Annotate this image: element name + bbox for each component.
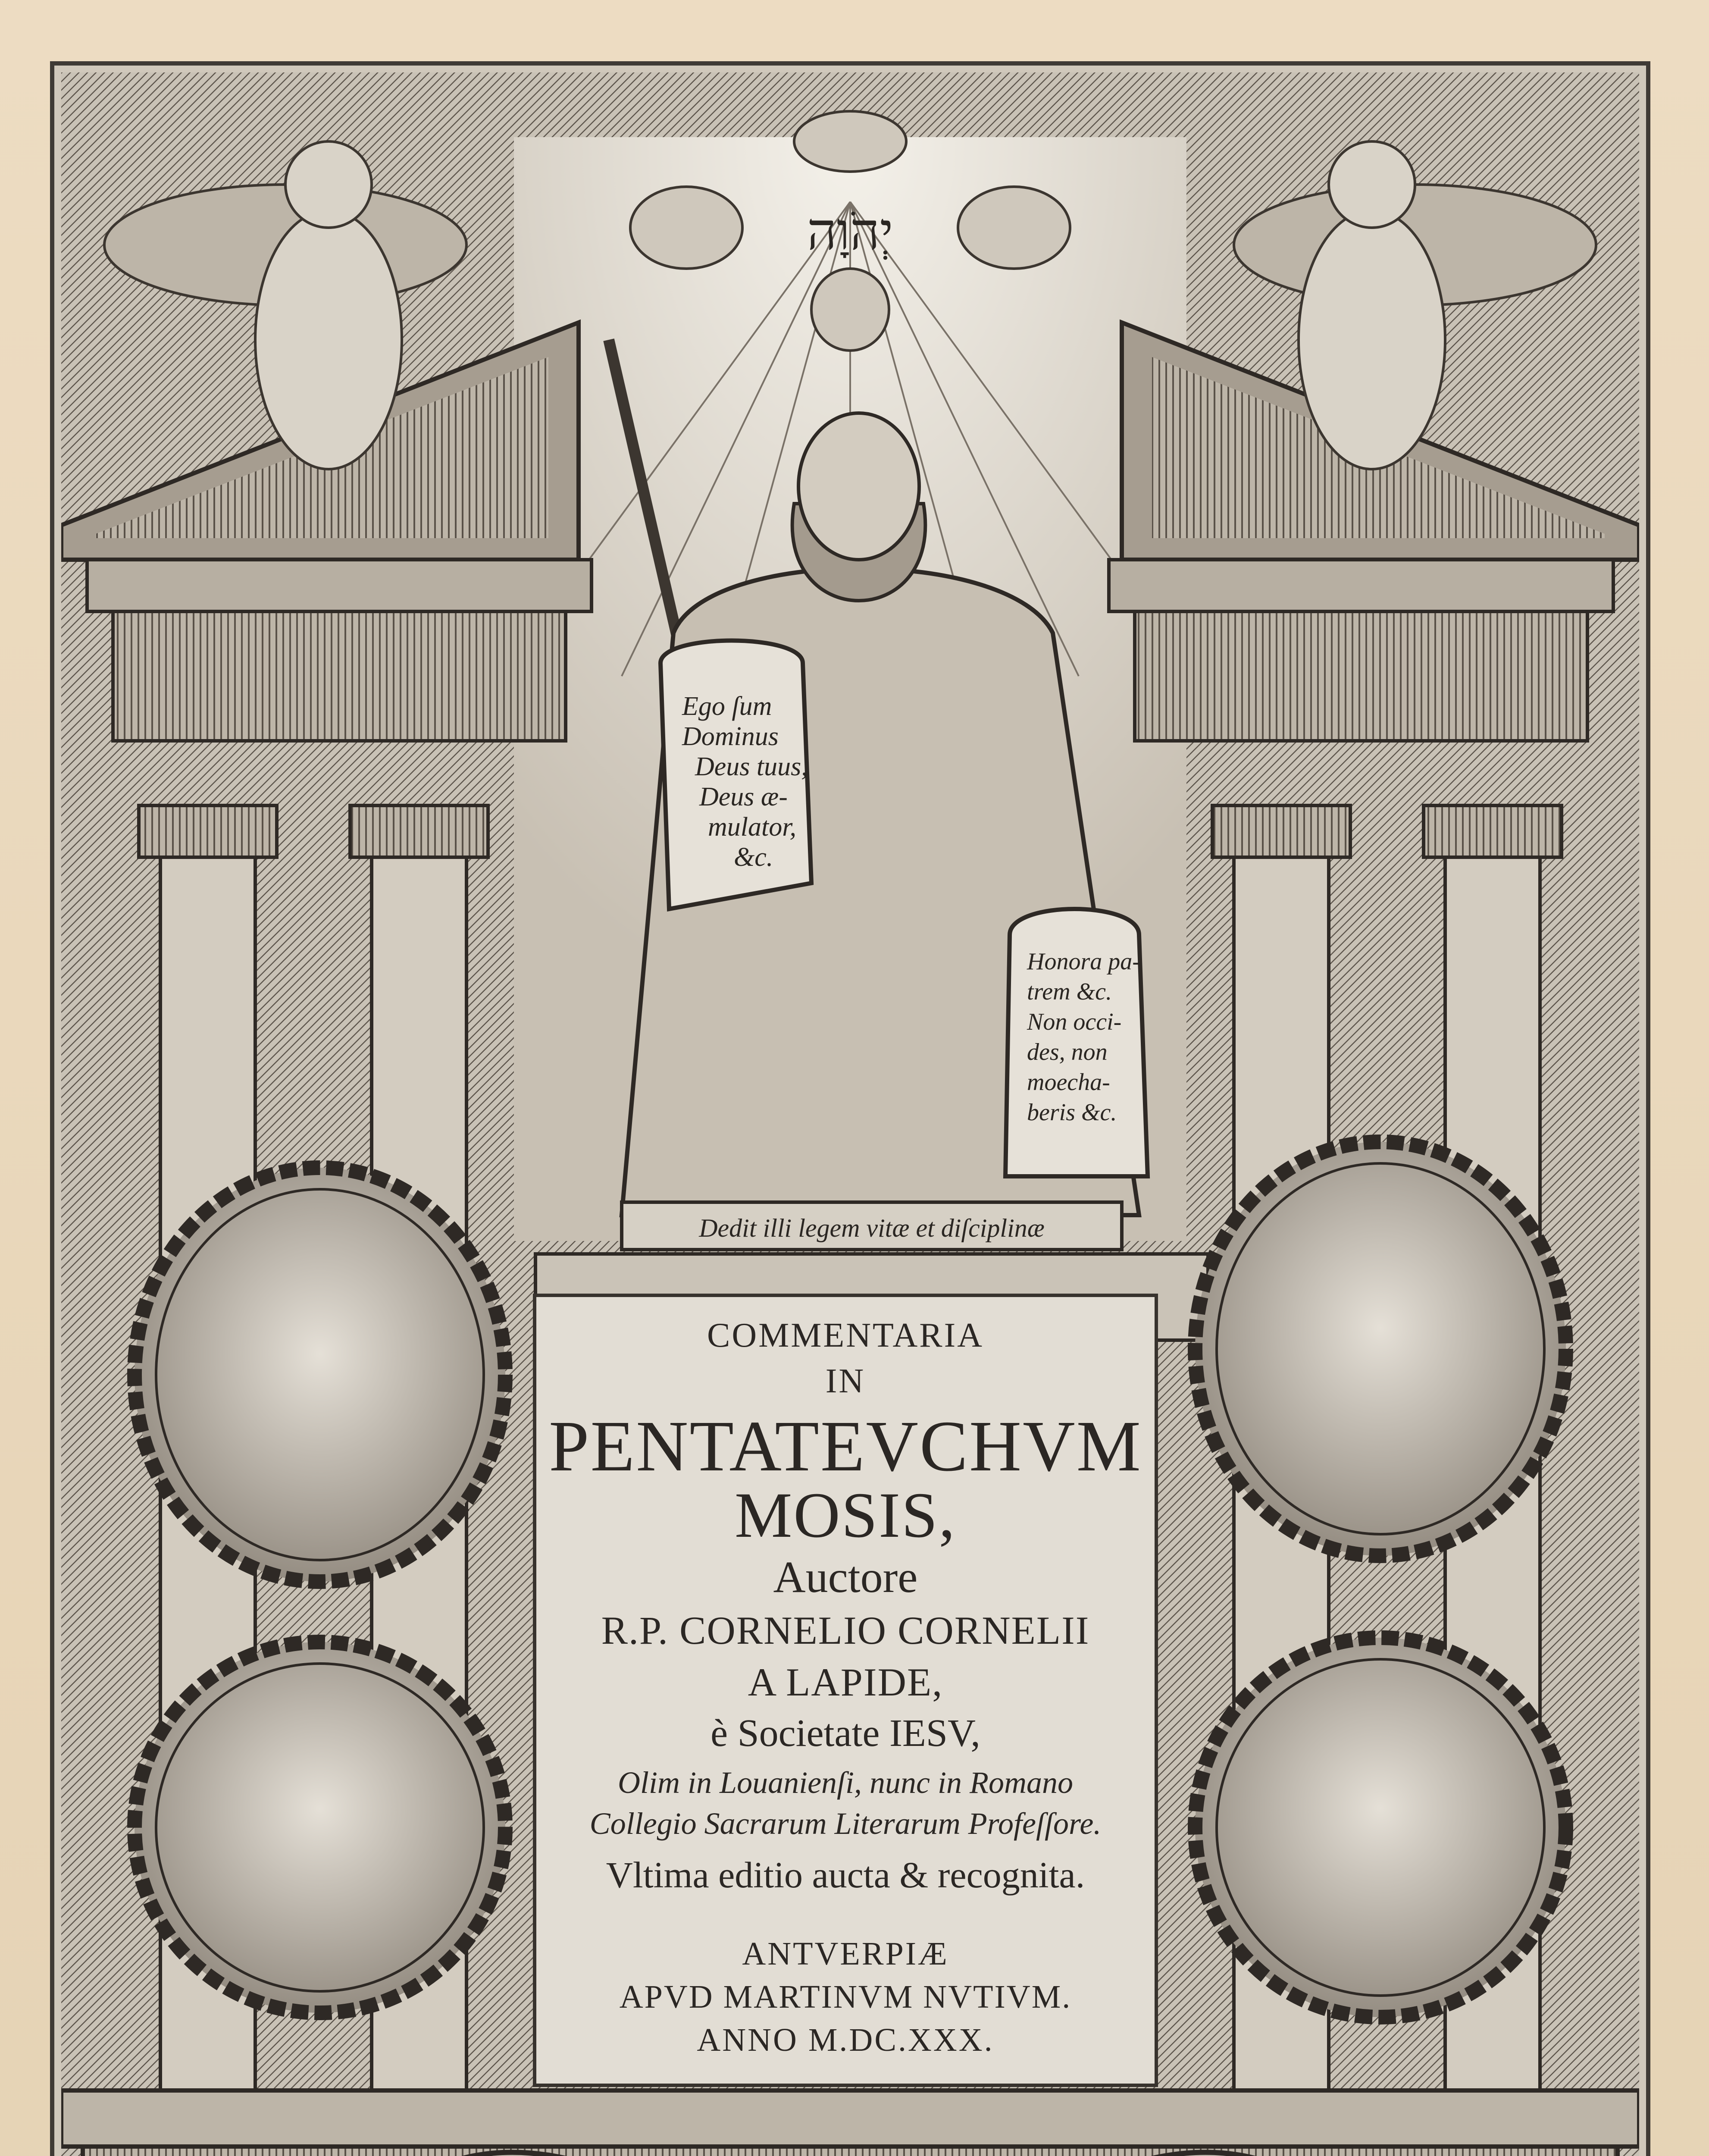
medallion-tabernacle [1195,1638,1566,2017]
title-line: è Societate IESV, [711,1712,980,1755]
imprint-line: ANNO M.DC.XXX. [697,2022,994,2058]
tetragrammaton: יְהֹוָה [807,203,894,260]
right-tablet-line: des, non [1027,1039,1108,1065]
title-line: Auctore [773,1552,918,1602]
medallion-battle [1195,1142,1566,1556]
left-tablet-line: &c. [734,843,773,872]
medallion-sacrifice [135,1642,505,2013]
left-tablet-line: Deus tuus, [695,752,808,781]
main-title: PENTATEVCHVM [549,1406,1142,1486]
author-line: A LAPIDE, [748,1660,943,1704]
author-line: R.P. CORNELIO CORNELII [601,1608,1090,1652]
title-line: Collegio Sacrarum Literarum Profeſſore. [589,1806,1102,1841]
title-panel [533,1294,1158,2087]
right-tablet-line: trem &c. [1027,978,1112,1005]
right-tablet-line: moecha- [1027,1069,1110,1096]
right-tablet-line: Honora pa- [1027,948,1140,975]
left-tablet-line: mulator, [708,812,796,842]
left-tablet [660,641,811,909]
right-tablet-line: Non occi- [1027,1009,1122,1035]
title-line: IN [825,1362,866,1400]
medallion-creation [135,1168,505,1582]
right-tablet-line: beris &c. [1027,1099,1117,1126]
lower-plinth [83,2147,1618,2156]
title-line: Olim in Louanienſi, nunc in Romano [618,1765,1073,1800]
title-line: MOSIS, [735,1479,956,1551]
edition-line: Vltima editio aucta & recognita. [606,1854,1085,1896]
pedestal-inscription: Dedit illi legem vitæ et diſciplinæ [699,1214,1045,1242]
right-tablet [1005,909,1148,1176]
imprint-line: ANTVERPIÆ [742,1936,949,1972]
lower-cornice [61,2090,1639,2147]
title-line: COMMENTARIA [707,1316,984,1354]
left-tablet-line: Deus æ- [699,782,788,812]
imprint-line: APVD MARTINVM NVTIVM. [619,1979,1072,2015]
left-tablet-line: Ego ſum [682,692,772,721]
left-tablet-line: Dominus [682,722,779,751]
